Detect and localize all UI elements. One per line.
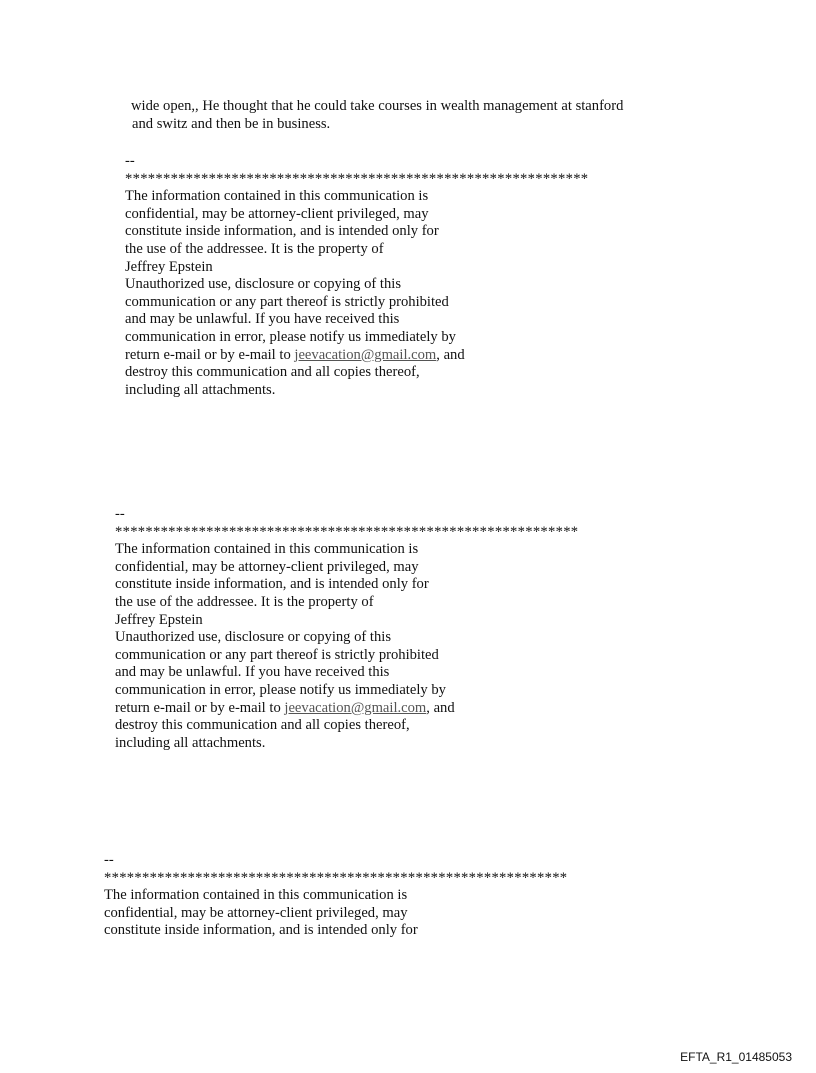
- disclaimer-line: constitute inside information, and is intended only for: [115, 576, 429, 593]
- disclaimer-line: the use of the addressee. It is the property of: [115, 593, 374, 610]
- email-link[interactable]: jeevacation@gmail.com: [294, 346, 437, 363]
- sig-dashes: --: [115, 506, 125, 522]
- disclaimer-line: the use of the addressee. It is the property of: [125, 240, 384, 257]
- email-suffix: , and: [426, 699, 455, 716]
- disclaimer-line: destroy this communication and all copies thereof,: [115, 717, 410, 734]
- email-suffix: , and: [436, 346, 465, 363]
- disclaimer-email-line: [125, 347, 588, 365]
- intro-line: wide open,, He thought that he could take courses in wealth management at stanford: [131, 98, 624, 114]
- disclaimer-line: communication or any part thereof is strictly prohibited: [125, 293, 449, 310]
- disclaimer-line: communication in error, please notify us immediately by: [115, 681, 446, 698]
- disclaimer-block-1: [125, 153, 588, 399]
- disclaimer-line: communication or any part thereof is strictly prohibited: [115, 646, 439, 663]
- sig-stars: *************************************************************: [125, 170, 589, 187]
- disclaimer-block-3: [104, 852, 567, 940]
- disclaimer-line: and may be unlawful. If you have received this: [115, 664, 390, 681]
- disclaimer-line: destroy this communication and all copies thereof,: [125, 364, 420, 381]
- disclaimer-line: and may be unlawful. If you have received this: [125, 311, 400, 328]
- disclaimer-line: confidential, may be attorney-client privileged, may: [115, 558, 419, 575]
- disclaimer-line: Jeffrey Epstein: [115, 611, 203, 628]
- disclaimer-line: The information contained in this communication is: [115, 541, 419, 558]
- disclaimer-line: confidential, may be attorney-client privileged, may: [104, 904, 408, 921]
- disclaimer-line: The information contained in this communication is: [125, 188, 429, 205]
- sig-dashes: --: [125, 153, 135, 169]
- disclaimer-line: confidential, may be attorney-client privileged, may: [125, 205, 429, 222]
- disclaimer-line: The information contained in this communication is: [104, 887, 408, 904]
- disclaimer-line: including all attachments.: [115, 734, 266, 751]
- disclaimer-block-2: [115, 506, 578, 752]
- email-link[interactable]: jeevacation@gmail.com: [284, 699, 427, 716]
- disclaimer-line: communication in error, please notify us immediately by: [125, 328, 456, 345]
- disclaimer-line: including all attachments.: [125, 381, 276, 398]
- disclaimer-line: Unauthorized use, disclosure or copying of this: [115, 629, 392, 646]
- disclaimer-line: Unauthorized use, disclosure or copying of this: [125, 276, 402, 293]
- intro-line: and switz and then be in business.: [132, 115, 331, 132]
- disclaimer-line: constitute inside information, and is intended only for: [104, 922, 418, 939]
- intro-paragraph: [131, 98, 623, 133]
- sig-stars: *************************************************************: [104, 869, 568, 886]
- document-id: EFTA_R1_01485053: [680, 1050, 792, 1064]
- email-prefix: return e-mail or by e-mail to: [115, 699, 285, 716]
- disclaimer-line: Jeffrey Epstein: [125, 258, 213, 275]
- disclaimer-line: constitute inside information, and is intended only for: [125, 223, 439, 240]
- email-prefix: return e-mail or by e-mail to: [125, 346, 295, 363]
- sig-dashes: --: [104, 852, 114, 868]
- sig-stars: *************************************************************: [115, 523, 579, 540]
- disclaimer-email-line: [115, 700, 578, 718]
